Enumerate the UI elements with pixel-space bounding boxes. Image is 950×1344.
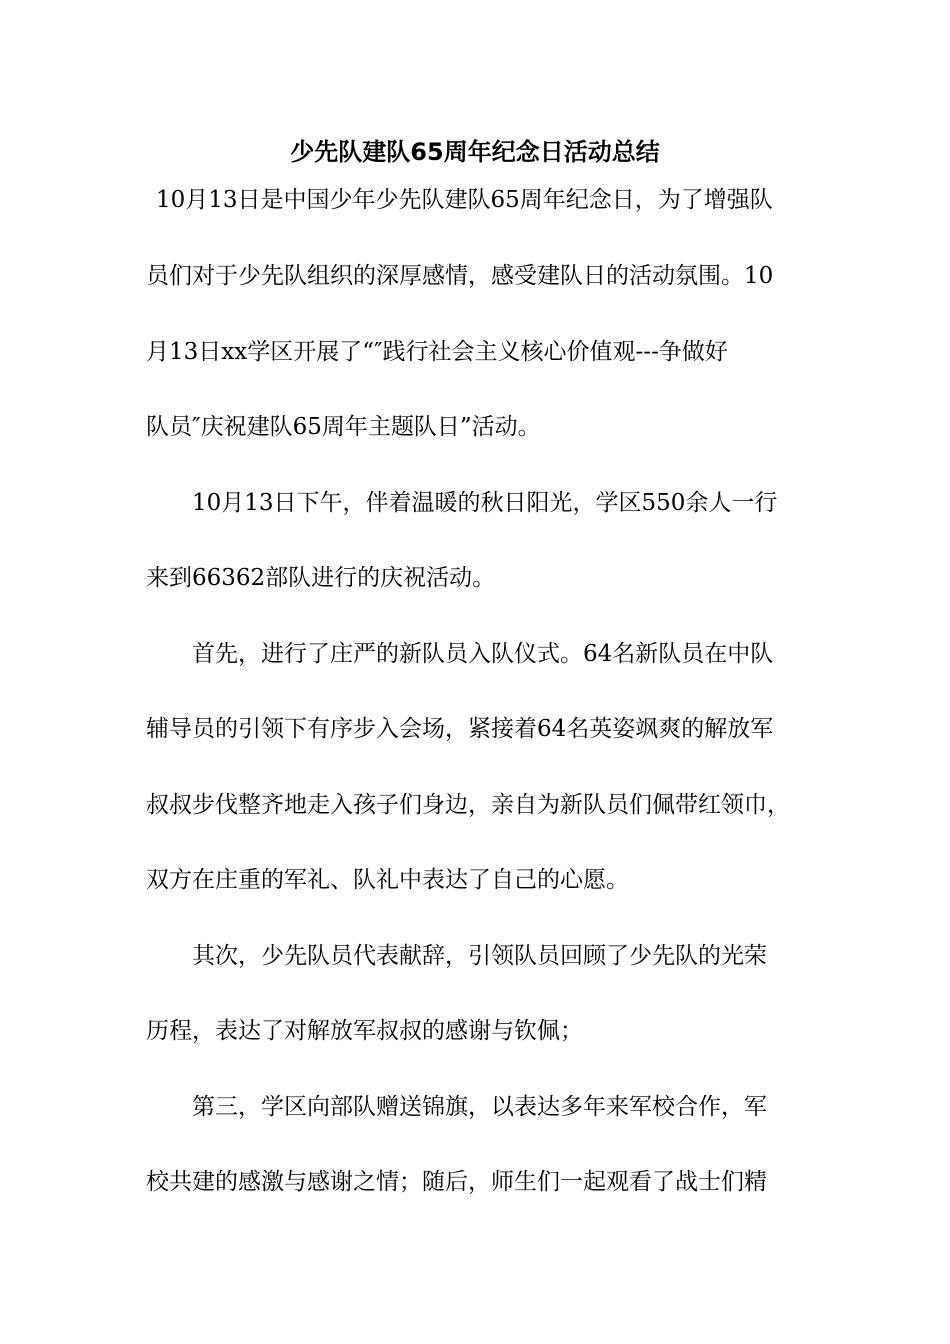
document-title: 少先队建队65周年纪念日活动总结 <box>290 138 660 166</box>
paragraph-line: 月13日xx学区开展了“″践行社会主义核心价值观---争做好 <box>146 339 728 365</box>
paragraph-line: 10月13日下午，伴着温暖的秋日阳光，学区550余人一行 <box>192 490 778 516</box>
paragraph-line: 校共建的感激与感谢之情；随后，师生们一起观看了战士们精 <box>146 1169 767 1195</box>
paragraph-line: 辅导员的引领下有序步入会场，紧接着64名英姿飒爽的解放军 <box>146 716 774 742</box>
paragraph-line: 其次，少先队员代表献辞，引领队员回顾了少先队的光荣 <box>192 943 767 969</box>
paragraph-line: 10月13日是中国少年少先队建队65周年纪念日，为了增强队 <box>156 187 773 213</box>
paragraph-line: 首先，进行了庄严的新队员入队仪式。64名新队员在中队 <box>192 641 774 667</box>
paragraph-line: 队员″庆祝建队65周年主题队日”活动。 <box>146 414 541 440</box>
paragraph-line: 双方在庄重的军礼、队礼中表达了自己的心愿。 <box>146 867 629 893</box>
paragraph-line: 历程，表达了对解放军叔叔的感谢与钦佩； <box>146 1018 583 1044</box>
paragraph-line: 员们对于少先队组织的深厚感情，感受建队日的活动氛围。10 <box>146 263 774 289</box>
paragraph-line: 叔叔步伐整齐地走入孩子们身边，亲自为新队员们佩带红领巾， <box>146 792 790 818</box>
paragraph-line: 第三，学区向部队赠送锦旗，以表达多年来军校合作，军 <box>192 1094 767 1120</box>
paragraph-line: 来到66362部队进行的庆祝活动。 <box>146 565 496 591</box>
